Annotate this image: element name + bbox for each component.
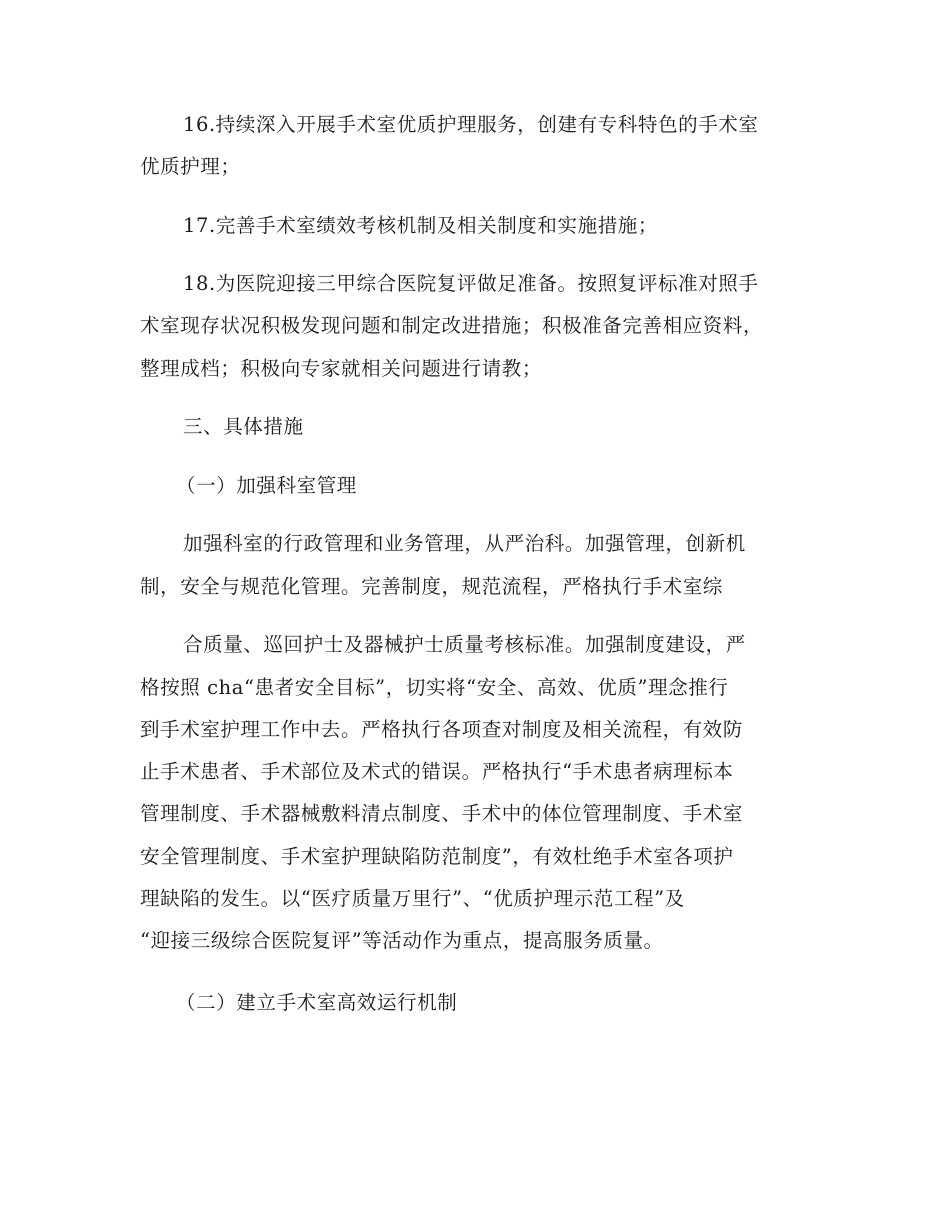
text-line: 合质量、巡回护士及器械护士质量考核标准。加强制度建设，严 xyxy=(183,633,746,656)
text-line: “迎接三级综合医院复评”等活动作为重点，提高服务质量。 xyxy=(140,929,664,952)
text-line: 理缺陷的发生。以“医疗质量万里行”、“优质护理示范工程”及 xyxy=(140,887,685,910)
text-line: 制，安全与规范化管理。完善制度，规范流程，严格执行手术室综 xyxy=(140,575,723,598)
text-line: 17.完善手术室绩效考核机制及相关制度和实施措施； xyxy=(183,214,659,237)
text-line: 管理制度、手术器械敷料清点制度、手术中的体位管理制度、手术室 xyxy=(140,802,744,825)
text-line: 整理成档；积极向专家就相关问题进行请教； xyxy=(140,357,543,380)
subsection-heading: （一）加强科室管理 xyxy=(176,474,357,497)
text-line: 优质护理； xyxy=(140,155,241,178)
section-heading: 三、具体措施 xyxy=(183,415,304,438)
text-line: 16.持续深入开展手术室优质护理服务，创建有专科特色的手术室 xyxy=(183,113,759,136)
text-line: 到手术室护理工作中去。严格执行各项查对制度及相关流程，有效防 xyxy=(140,718,744,741)
text-line: 止手术患者、手术部位及术式的错误。严格执行“手术患者病理标本 xyxy=(140,760,734,783)
text-line: 安全管理制度、手术室护理缺陷防范制度”，有效杜绝手术室各项护 xyxy=(140,845,734,868)
text-line: 术室现存状况积极发现问题和制定改进措施；积极准备完善相应资料， xyxy=(140,314,764,337)
text-line: 格按照 cha“患者安全目标”，切实将“安全、高效、优质”理念推行 xyxy=(140,676,729,699)
text-line: 加强科室的行政管理和业务管理，从严治科。加强管理，创新机 xyxy=(183,532,746,555)
subsection-heading: （二）建立手术室高效运行机制 xyxy=(176,991,458,1014)
text-line: 18.为医院迎接三甲综合医院复评做足准备。按照复评标准对照手 xyxy=(183,272,759,295)
